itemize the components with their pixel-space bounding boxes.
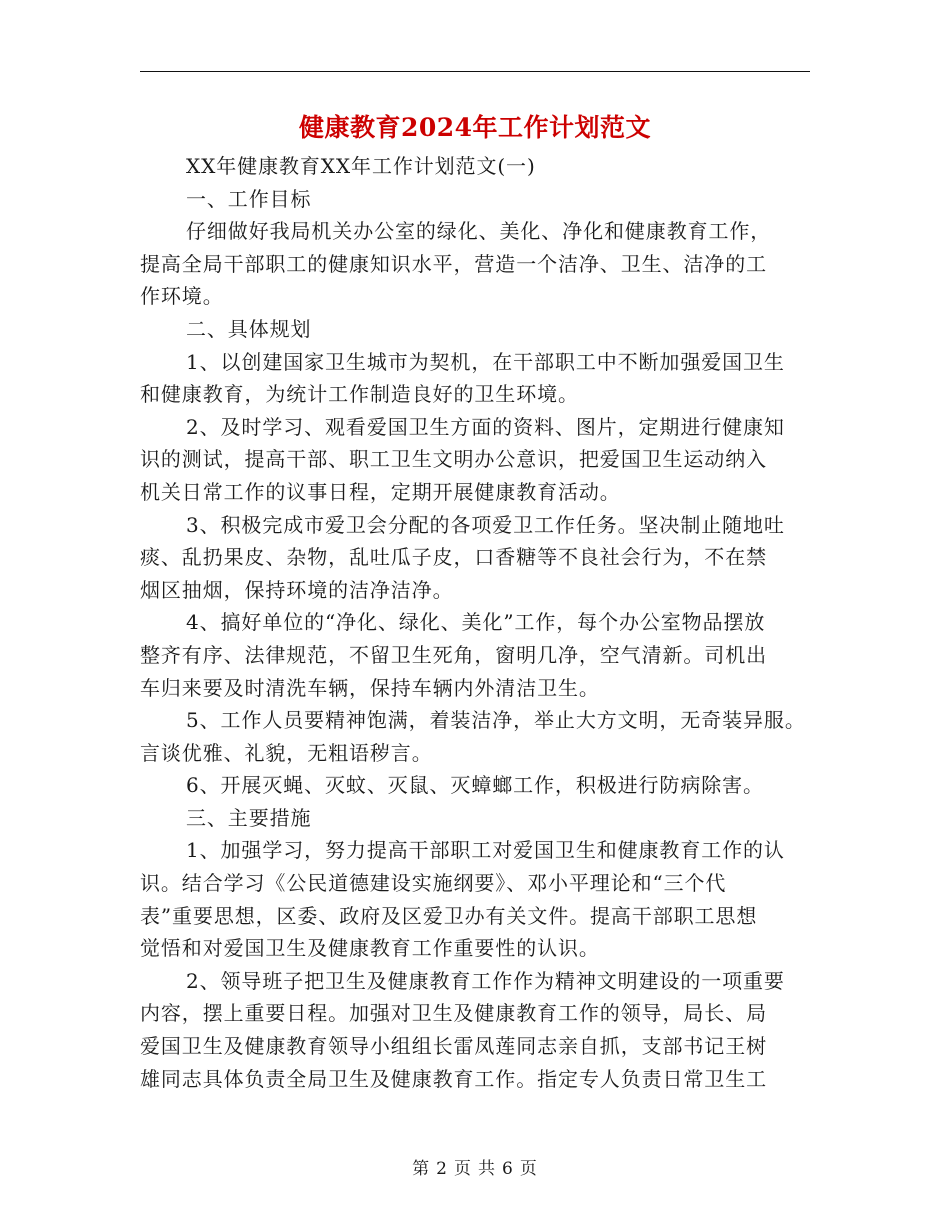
- text-line: XX年健康教育XX年工作计划范文(一): [186, 154, 536, 178]
- text-line: 一、工作目标: [186, 186, 312, 211]
- footer-total-word: 共: [478, 1159, 496, 1179]
- text-line: 痰、乱扔果皮、杂物，乱吐瓜子皮，口香糖等不良社会行为，不在禁: [140, 545, 767, 570]
- text-line: 车归来要及时清洗车辆，保持车辆内外清洁卫生。: [140, 675, 600, 700]
- text-line: 觉悟和对爱国卫生及健康教育工作重要性的认识。: [140, 936, 600, 961]
- text-line: 整齐有序、法律规范，不留卫生死角，窗明几净，空气清新。司机出: [140, 642, 767, 667]
- text-line: 机关日常工作的议事日程，定期开展健康教育活动。: [140, 479, 621, 504]
- text-line: 1、加强学习，努力提高干部职工对爱国卫生和健康教育工作的认: [186, 838, 785, 863]
- text-line: 二、具体规划: [186, 316, 312, 341]
- footer-prefix: 第: [412, 1159, 431, 1179]
- text-line: 烟区抽烟，保持环境的洁净洁净。: [140, 577, 454, 602]
- text-line: 作环境。: [140, 284, 224, 309]
- text-line: 表”重要思想，区委、政府及区爱卫办有关文件。提高干部职工思想: [140, 903, 758, 928]
- text-line: 内容，摆上重要日程。加强对卫生及健康教育工作的领导，局长、局: [140, 1001, 767, 1026]
- text-line: 2、及时学习、观看爱国卫生方面的资料、图片，定期进行健康知: [186, 414, 785, 439]
- text-line: 3、积极完成市爱卫会分配的各项爱卫工作任务。坚决制止随地吐: [186, 512, 785, 537]
- footer-current-page: 2: [436, 1159, 448, 1179]
- footer-page-word: 页: [454, 1159, 472, 1179]
- text-line: 5、工作人员要精神饱满，着装洁净，举止大方文明，无奇装异服。: [186, 708, 806, 733]
- text-line: 1、以创建国家卫生城市为契机，在干部职工中不断加强爱国卫生: [186, 349, 785, 374]
- page-footer: [0, 1154, 950, 1179]
- text-line: 爱国卫生及健康教育领导小组组长雷凤莲同志亲自抓，支部书记王树: [140, 1034, 767, 1059]
- text-line: 雄同志具体负责全局卫生及健康教育工作。指定专人负责日常卫生工: [140, 1066, 767, 1091]
- text-line: 6、开展灭蝇、灭蚊、灭鼠、灭蟑螂工作，积极进行防病除害。: [186, 773, 764, 798]
- document-body: [140, 150, 820, 1095]
- text-line: 2、领导班子把卫生及健康教育工作作为精神文明建设的一项重要: [186, 968, 785, 993]
- text-line: 识。结合学习《公民道德建设实施纲要》、邓小平理论和“三个代: [140, 871, 727, 896]
- footer-total-pages: 6: [502, 1159, 514, 1179]
- document-title: 健康教育2024年工作计划范文: [298, 113, 652, 142]
- text-line: 提高全局干部职工的健康知识水平，营造一个洁净、卫生、洁净的工: [140, 251, 767, 276]
- text-line: 言谈优雅、礼貌，无粗语秽言。: [140, 740, 433, 765]
- text-line: 和健康教育，为统计工作制造良好的卫生环境。: [140, 382, 579, 407]
- text-line: 三、主要措施: [186, 805, 312, 830]
- footer-suffix: 页: [519, 1159, 538, 1179]
- text-line: 4、搞好单位的“净化、绿化、美化”工作，每个办公室物品摆放: [186, 610, 766, 635]
- header-rule: [140, 71, 810, 72]
- text-line: 仔细做好我局机关办公室的绿化、美化、净化和健康教育工作，: [186, 219, 772, 244]
- text-line: 识的测试，提高干部、职工卫生文明办公意识，把爱国卫生运动纳入: [140, 447, 767, 472]
